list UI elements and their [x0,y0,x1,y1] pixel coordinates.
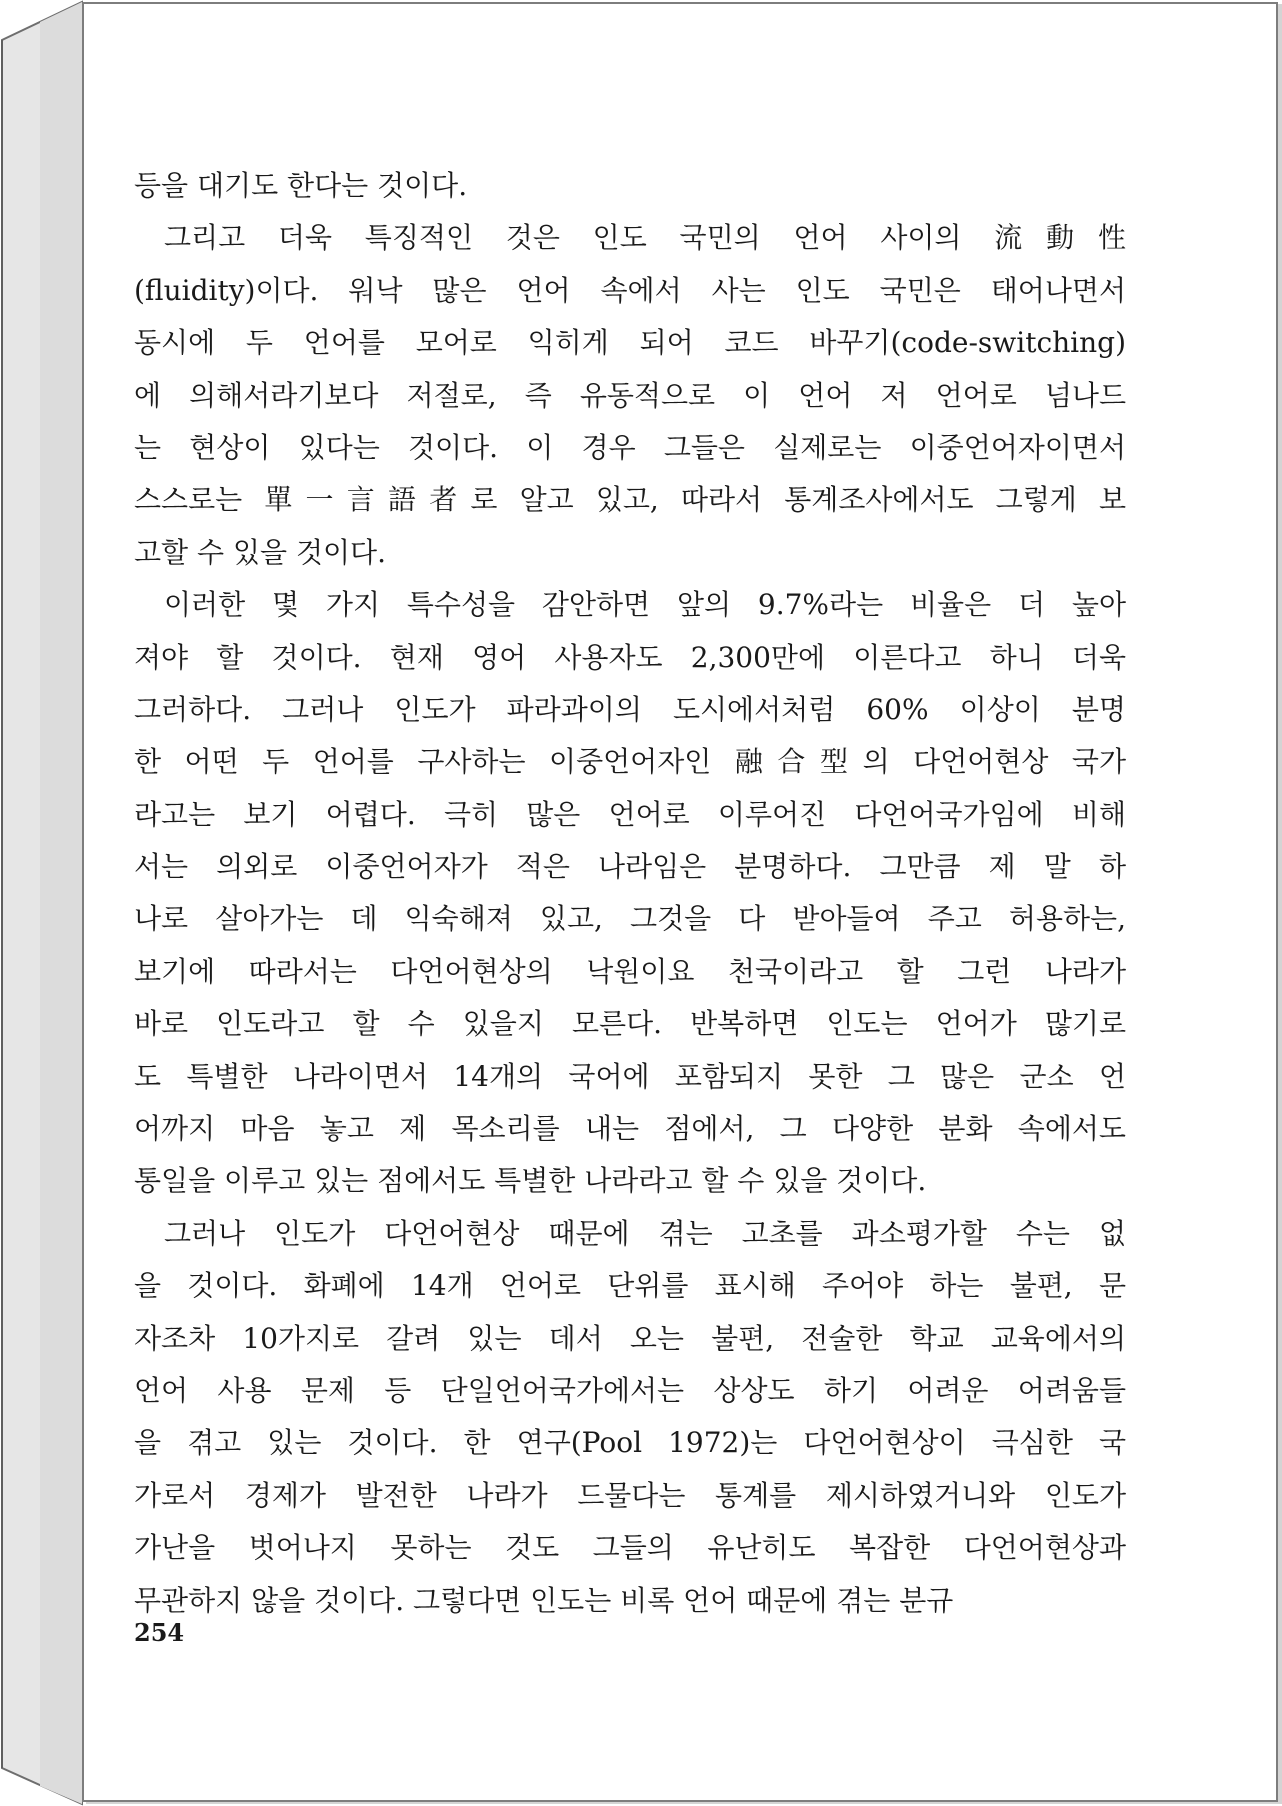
text-line: 을 겪고 있는 것이다. 한 연구(Pool 1972)는 다언어현상이 극심한 국 [134,1426,1126,1460]
text-line: 는 현상이 있다는 것이다. 이 경우 그들은 실제로는 이중언어자이면서 [134,430,1126,464]
text-line: 언어 사용 문제 등 단일언어국가에서는 상상도 하기 어려운 어려움들 [134,1373,1126,1407]
text-line: (fluidity)이다. 워낙 많은 언어 속에서 사는 인도 국민은 태어나면서 [134,273,1126,307]
text-line: 통일을 이루고 있는 점에서도 특별한 나라라고 할 수 있을 것이다. [134,1164,927,1198]
text-line: 동시에 두 언어를 모어로 익히게 되어 코드 바꾸기(code-switching) [134,326,1126,360]
text-line: 나로 살아가는 데 익숙해져 있고, 그것을 다 받아들여 주고 허용하는, [134,902,1126,936]
text-line: 어까지 마음 놓고 제 목소리를 내는 점에서, 그 다양한 분화 속에서도 [134,1112,1126,1146]
text-line: 등을 대기도 한다는 것이다. [134,169,468,202]
text-line: 도 특별한 나라이면서 14개의 국어에 포함되지 못한 그 많은 군소 언 [134,1059,1126,1093]
paragraph [134,160,1126,212]
text-line: 서는 의외로 이중언어자가 적은 나라임은 분명하다. 그만큼 제 말 하 [134,850,1126,884]
text-line: 무관하지 않을 것이다. 그렇다면 인도는 비록 언어 때문에 겪는 분규 [134,1583,954,1617]
text-line: 자조차 10가지로 갈려 있는 데서 오는 불편, 전술한 학교 교육에서의 [134,1321,1126,1355]
text-line: 보기에 따라서는 다언어현상의 낙원이요 천국이라고 할 그런 나라가 [134,954,1126,988]
paragraph [134,212,1126,579]
text-line: 을 것이다. 화폐에 14개 언어로 단위를 표시해 주어야 하는 불편, 문 [134,1269,1126,1303]
text-line: 라고는 보기 어렵다. 극히 많은 언어로 이루어진 다언어국가임에 비해 [134,797,1126,831]
text-line: 이러한 몇 가지 특수성을 감안하면 앞의 9.7%라는 비율은 더 높아 [164,588,1126,622]
book-spine [0,0,84,1806]
text-line: 가로서 경제가 발전한 나라가 드물다는 통계를 제시하였거니와 인도가 [134,1478,1126,1512]
text-line: 져야 할 것이다. 현재 영어 사용자도 2,300만에 이른다고 하니 더욱 [134,640,1126,674]
paragraph [134,579,1126,1208]
text-line: 에 의해서라기보다 저절로, 즉 유동적으로 이 언어 저 언어로 넘나드 [134,378,1126,412]
text-line: 그러하다. 그러나 인도가 파라과이의 도시에서처럼 60% 이상이 분명 [134,692,1126,726]
page-body-text [134,160,1126,1627]
book-spine-graphic [0,0,84,1806]
page-number: 254 [134,1618,185,1647]
text-line: 그러나 인도가 다언어현상 때문에 겪는 고초를 과소평가할 수는 없 [164,1216,1126,1250]
text-line: 그리고 더욱 특징적인 것은 인도 국민의 언어 사이의 流動性 [164,221,1126,255]
text-line: 한 어떤 두 언어를 구사하는 이중언어자인 融合型의 다언어현상 국가 [134,745,1126,779]
text-line: 고할 수 있을 것이다. [134,535,386,569]
paragraph [134,1208,1126,1627]
text-line: 스스로는 單一言語者로 알고 있고, 따라서 통계조사에서도 그렇게 보 [134,483,1126,517]
text-line: 가난을 벗어나지 못하는 것도 그들의 유난히도 복잡한 다언어현상과 [134,1531,1126,1565]
text-line: 바로 인도라고 할 수 있을지 모른다. 반복하면 인도는 언어가 많기로 [134,1007,1126,1041]
